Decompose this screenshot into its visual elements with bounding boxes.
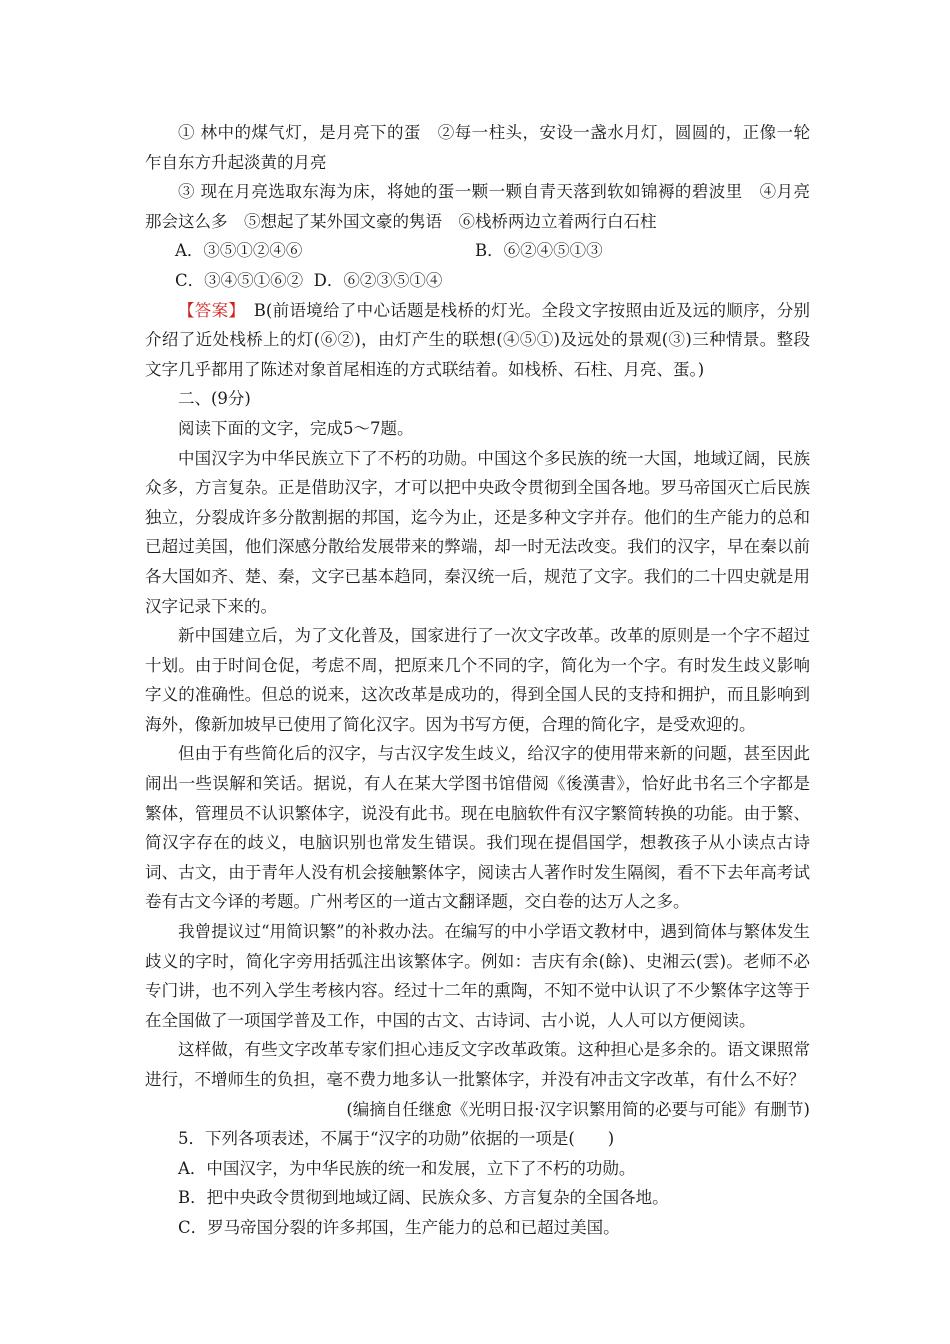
answer-tag: 【答案】 bbox=[178, 300, 237, 320]
q4-answer bbox=[145, 296, 810, 385]
passage-paragraph: 中国汉字为中华民族立下了不朽的功勋。中国这个多民族的统一大国，地域辽阔，民族众多，方言复杂。正是借助汉字，才可以把中央政令贯彻到全国各地。罗马帝国灭亡后民族独立，分裂成许多分散割据的邦国，迄今为止，还是多种文字并存。他们的生产能力的总和已超过美国，他们深感分散给发展带来的弊端，却一时无法改变。我们的汉字，早在秦以前各大国如齐、楚、秦，文字已基本趋同，秦汉统一后，规范了文字。我们的二十四史就是用汉字记录下来的。 bbox=[145, 448, 810, 616]
q4-option-d: D．⑥②③⑤①④ bbox=[313, 270, 443, 290]
section-heading: 二、(9分) bbox=[178, 389, 251, 409]
q4-option-c: C．③④⑤①⑥② bbox=[175, 270, 304, 290]
q4-sentence-group-2: ③ 现在月亮选取东海为床，将她的蛋一颗一颗自青天落到软如锦褥的碧波里 ④月亮那会这么多 ⑤想起了某外国文豪的隽语 ⑥栈桥两边立着两行白石柱 bbox=[145, 182, 810, 231]
passage-source: (编摘自任继愈《光明日报·汉字识繁用简的必要与可能》有删节) bbox=[346, 1099, 810, 1119]
q4-options-row-2 bbox=[145, 266, 810, 296]
passage-paragraph: 我曾提议过“用简识繁”的补救办法。在编写的中小学语文教材中，遇到简体与繁体发生歧义的字时，简化字旁用括弧注出该繁体字。例如：吉庆有余(餘)、史湘云(雲)。老师不必专门讲，也不列入学生考核内容。经过十二年的熏陶，不知不觉中认识了不少繁体字这等于在全国做了一项国学普及工作，中国的古文、古诗词、古小说，人人可以方便阅读。 bbox=[145, 922, 810, 1030]
passage-paragraph: 这样做，有些文字改革专家们担心违反文字改革政策。这种担心是多余的。语文课照常进行，不增师生的负担，毫不费力地多认一批繁体字，并没有冲击文字改革，有什么不好？ bbox=[145, 1040, 810, 1089]
passage-paragraph: 但由于有些简化后的汉字，与古汉字发生歧义，给汉字的使用带来新的问题，甚至因此闹出一些误解和笑话。据说，有人在某大学图书馆借阅《後漢書》，恰好此书名三个字都是繁体，管理员不认识繁体字，说没有此书。现在电脑软件有汉字繁简转换的功能。由于繁、简汉字存在的歧义，电脑识别也常发生错误。我们现在提倡国学，想教孩子从小读点古诗词、古文，由于青年人没有机会接触繁体字，阅读古人著作时发生隔阂，看不下去年高考试卷有古文今译的考题。广州考区的一道古文翻译题，交白卷的达万人之多。 bbox=[145, 744, 810, 912]
q4-sentence-group-1: ① 林中的煤气灯，是月亮下的蛋 ②每一柱头，安设一盏水月灯，圆圆的，正像一轮乍自东方升起淡黄的月亮 bbox=[145, 123, 810, 172]
q4-options-row-1 bbox=[145, 236, 810, 266]
passage-paragraph: 新中国建立后，为了文化普及，国家进行了一次文字改革。改革的原则是一个字不超过十划。由于时间仓促，考虑不周，把原来几个不同的字，简化为一个字。有时发生歧义影响字义的准确性。但总的说来，这次改革是成功的，得到全国人民的支持和拥护，而且影响到海外，像新加坡早已使用了简化汉字。因为书写方便，合理的简化字，是受欢迎的。 bbox=[145, 626, 810, 734]
q4-option-a: A．③⑤①②④⑥ bbox=[175, 241, 303, 261]
section-instruction: 阅读下面的文字，完成5～7题。 bbox=[178, 418, 414, 438]
document-page bbox=[145, 118, 810, 1243]
q5-option-b: B．把中央政令贯彻到地域辽阔、民族众多、方言复杂的全国各地。 bbox=[178, 1188, 669, 1208]
q5-option-a: A．中国汉字，为中华民族的统一和发展，立下了不朽的功勋。 bbox=[178, 1158, 636, 1178]
q4-option-b: B．⑥②④⑤①③ bbox=[475, 241, 603, 261]
q5-option-c: C．罗马帝国分裂的许多邦国，生产能力的总和已超过美国。 bbox=[178, 1217, 620, 1237]
q5-stem: 5．下列各项表述，不属于“汉字的功勋”依据的一项是( ) bbox=[178, 1129, 615, 1149]
answer-text: B(前语境给了中心话题是栈桥的灯光。全段文字按照由近及远的顺序，分别介绍了近处栈桥上的灯(⑥②)，由灯产生的联想(④⑤①)及远处的景观(③)三种情景。整段文字几乎都用了陈述对象首尾相连的方式联结着。如栈桥、石柱、月亮、蛋。) bbox=[145, 300, 811, 379]
